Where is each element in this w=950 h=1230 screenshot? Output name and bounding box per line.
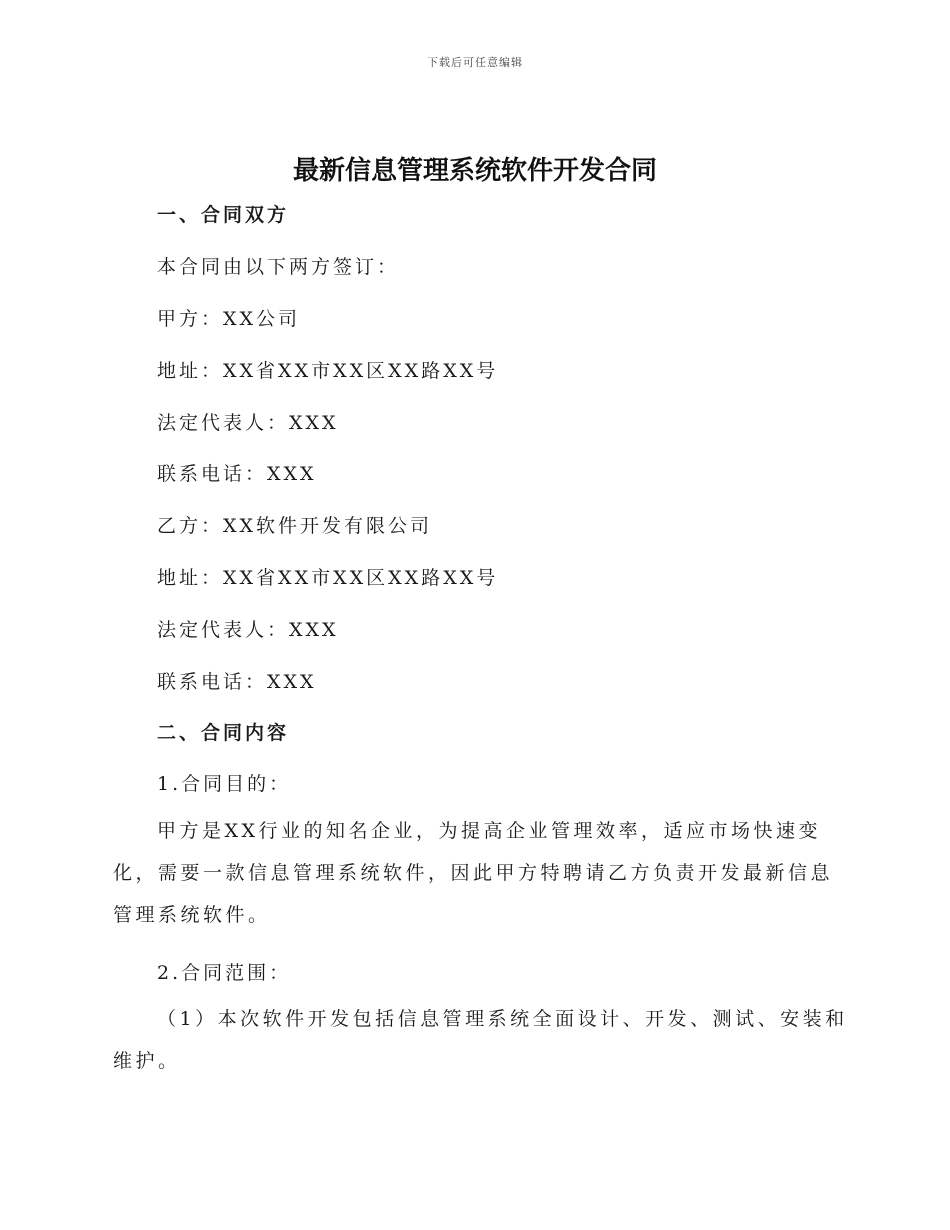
scope-label: 2.合同范围： — [157, 962, 292, 984]
party-b-phone: 联系电话：XXX — [157, 671, 317, 693]
party-a-phone: 联系电话：XXX — [157, 463, 317, 485]
section-heading-parties: 一、合同双方 — [157, 204, 290, 226]
document-title: 最新信息管理系统软件开发合同 — [292, 156, 657, 186]
party-b-name: 乙方：XX软件开发有限公司 — [157, 515, 433, 537]
section-heading-content: 二、合同内容 — [157, 722, 290, 744]
page-header-note: 下载后可任意编辑 — [427, 56, 523, 69]
party-a-address: 地址：XX省XX市XX区XX路XX号 — [157, 360, 499, 382]
scope-item-1: （1）本次软件开发包括信息管理系统全面设计、开发、测试、安装和维护。 — [113, 1008, 848, 1072]
party-a-name: 甲方：XX公司 — [157, 308, 301, 330]
party-b-representative: 法定代表人：XXX — [157, 619, 339, 641]
purpose-paragraph: 甲方是XX行业的知名企业，为提高企业管理效率，适应市场快速变化，需要一款信息管理系统软件，因此甲方特聘请乙方负责开发最新信息管理系统软件。 — [113, 820, 834, 926]
party-a-representative: 法定代表人：XXX — [157, 412, 339, 434]
party-b-address: 地址：XX省XX市XX区XX路XX号 — [157, 567, 499, 589]
parties-intro: 本合同由以下两方签订： — [157, 256, 400, 278]
purpose-label: 1.合同目的： — [157, 773, 292, 795]
